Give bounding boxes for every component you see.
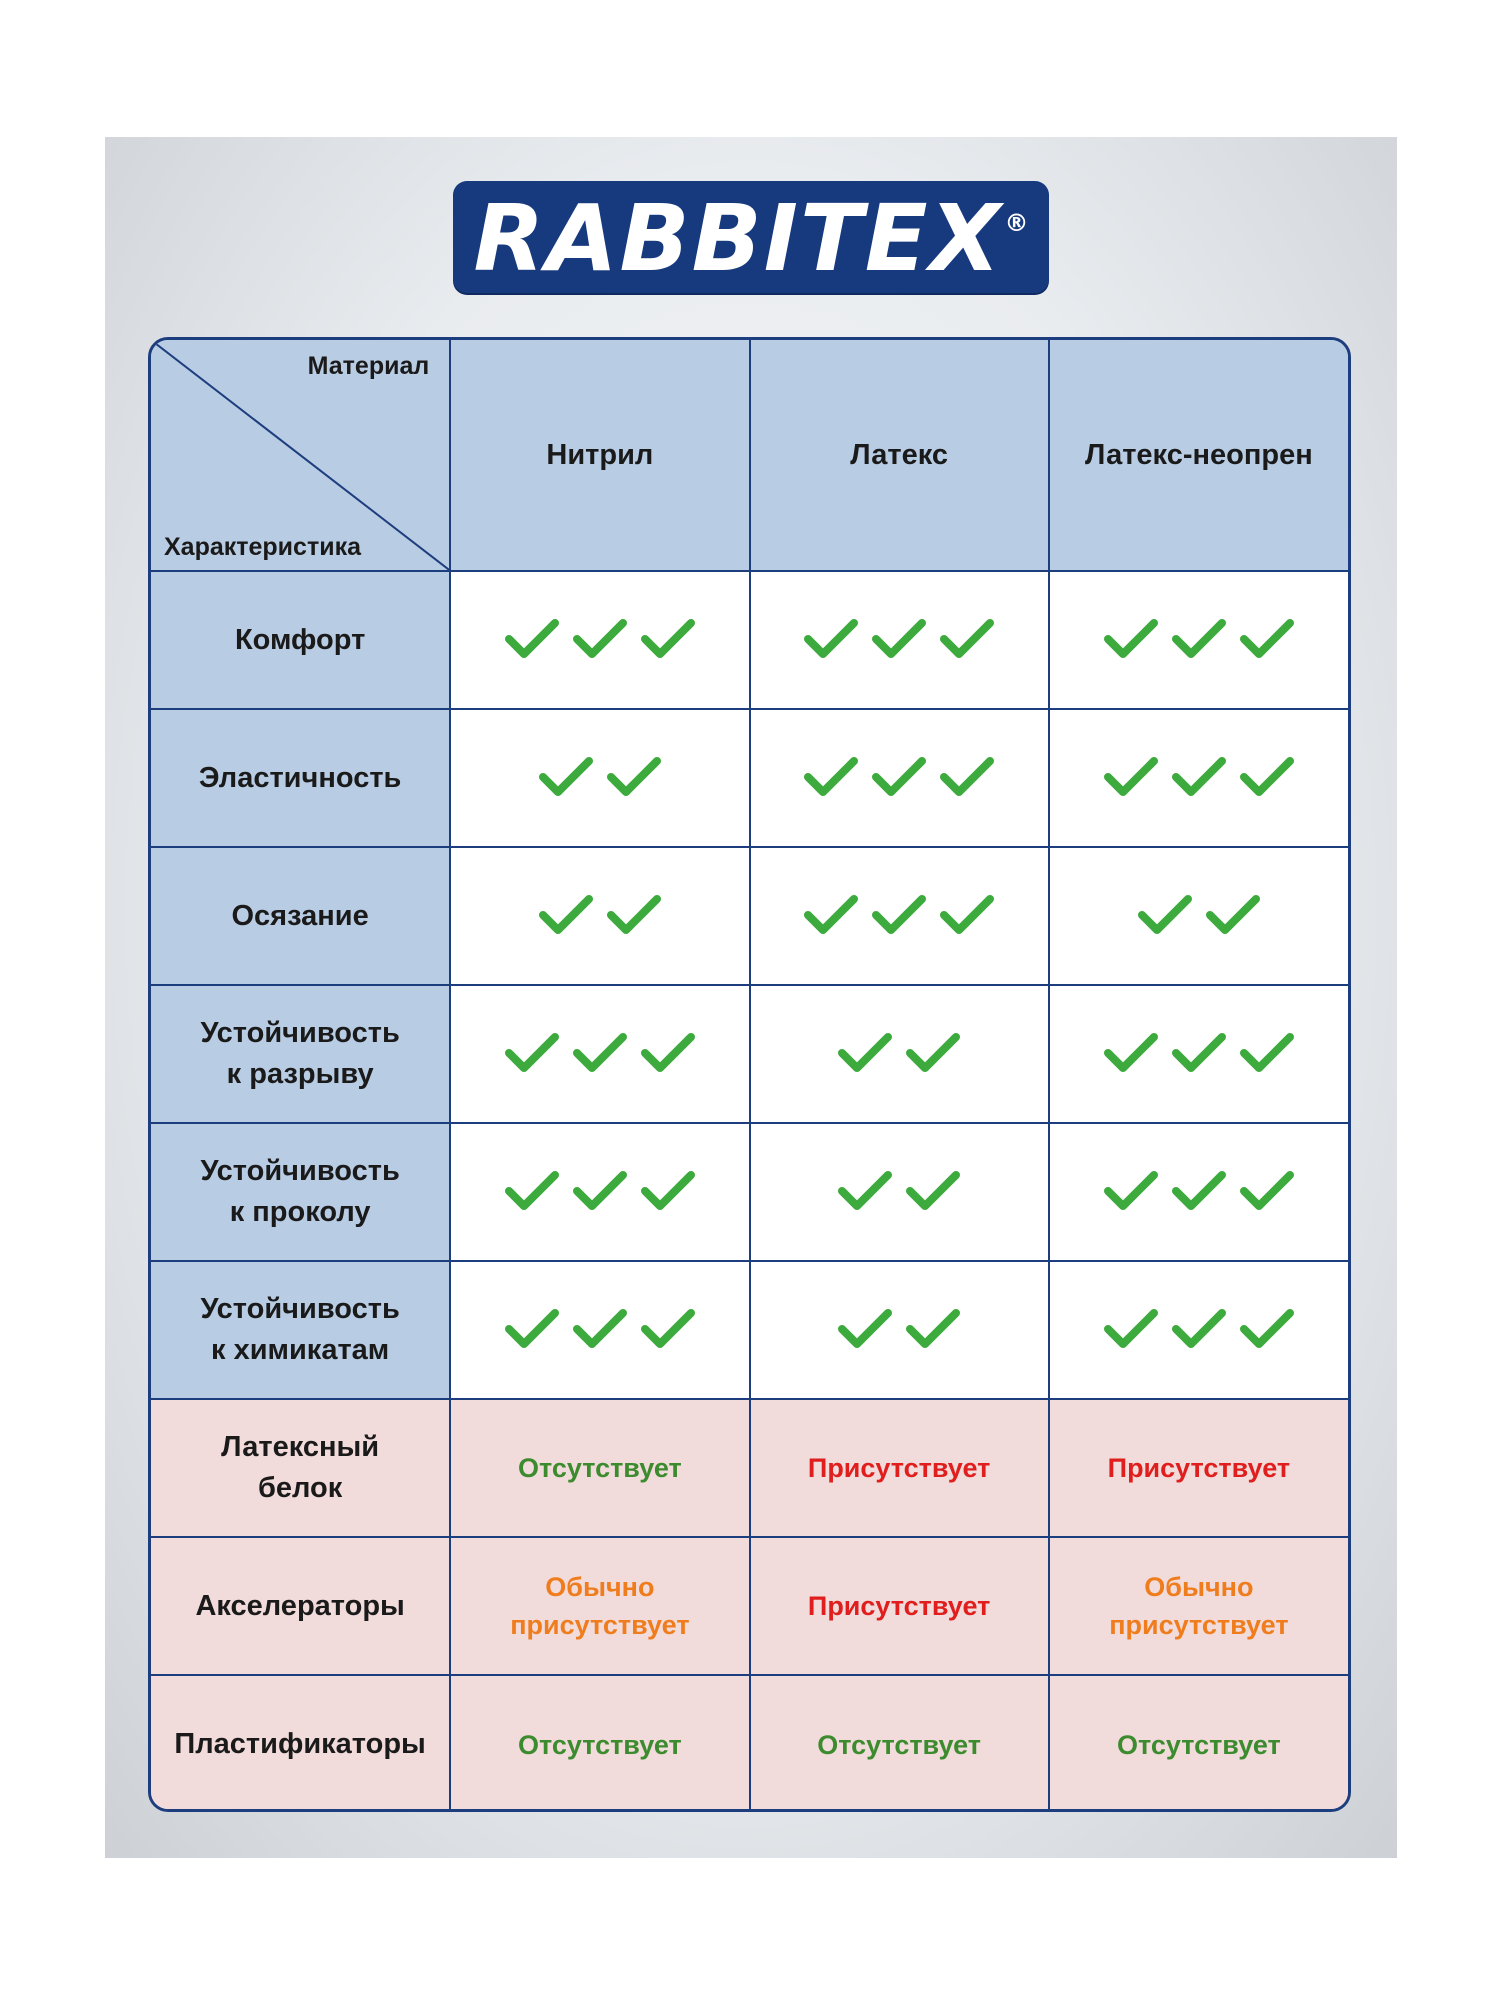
rating-cell [1049,985,1348,1123]
status-cell [750,1537,1049,1675]
rating-row [151,847,1348,985]
rating-cell [750,1261,1049,1399]
check-icon [1238,1167,1296,1213]
check-icon [1102,1305,1160,1351]
status-cell [750,1675,1049,1812]
status-cell [1049,1537,1348,1675]
corner-label-characteristic: Характеристика [164,533,361,561]
check-group [1136,891,1262,937]
check-icon [1170,753,1228,799]
column-header-latex: Латекс [750,340,1049,571]
check-icon [836,1305,894,1351]
status-text: Отсутствует [1116,1729,1281,1760]
rating-cell [450,985,749,1123]
check-group [1102,1167,1296,1213]
check-icon [571,615,629,661]
check-icon [503,615,561,661]
row-label: Пластификаторы [151,1675,450,1812]
row-label: Устойчивость к химикатам [151,1261,450,1399]
row-label: Эластичность [151,709,450,847]
status-text: Отсутствует [517,1729,682,1760]
check-group [503,615,697,661]
check-group [503,1305,697,1351]
check-icon [1170,1167,1228,1213]
rating-row [151,1261,1348,1399]
row-label: Латексный белок [151,1399,450,1537]
check-icon [1170,615,1228,661]
corner-cell [151,340,450,571]
check-icon [1238,1029,1296,1075]
rating-cell [1049,709,1348,847]
check-icon [503,1167,561,1213]
check-icon [938,753,996,799]
status-row [151,1537,1348,1675]
rating-cell [750,1123,1049,1261]
rating-cell [1049,847,1348,985]
status-text: Отсутствует [517,1453,682,1483]
check-icon [1170,1029,1228,1075]
status-cell [450,1537,749,1675]
rating-row [151,709,1348,847]
check-icon [904,1167,962,1213]
check-icon [836,1029,894,1075]
check-icon [802,753,860,799]
rating-row [151,1123,1348,1261]
status-cell [450,1399,749,1537]
check-group [836,1029,962,1075]
row-label: Осязание [151,847,450,985]
check-icon [605,891,663,937]
row-label: Устойчивость к проколу [151,1123,450,1261]
check-group [503,1029,697,1075]
status-cell [750,1399,1049,1537]
check-icon [605,753,663,799]
check-group [802,615,996,661]
check-group [1102,1305,1296,1351]
rating-cell [450,1261,749,1399]
check-group [836,1305,962,1351]
check-icon [1102,1029,1160,1075]
check-icon [870,615,928,661]
check-group [1102,615,1296,661]
corner-label-material: Материал [307,352,430,380]
check-icon [802,615,860,661]
check-icon [571,1305,629,1351]
row-label: Устойчивость к разрыву [151,985,450,1123]
check-group [802,753,996,799]
check-icon [836,1167,894,1213]
check-group [537,753,663,799]
check-icon [571,1167,629,1213]
brand-name: RABBITEX [473,185,1003,292]
check-icon [639,1305,697,1351]
check-group [836,1167,962,1213]
check-icon [1102,1167,1160,1213]
column-header-nitrile: Нитрил [450,340,749,571]
status-text: Отсутствует [817,1729,982,1760]
check-icon [870,753,928,799]
check-icon [802,891,860,937]
rating-row [151,985,1348,1123]
rating-cell [1049,1261,1348,1399]
status-cell [450,1675,749,1812]
brand-logo [453,181,1049,293]
rating-row [151,571,1348,709]
check-group [537,891,663,937]
comparison-table [148,337,1351,1812]
check-group [1102,753,1296,799]
status-row [151,1675,1348,1812]
rating-cell [750,709,1049,847]
check-icon [1238,615,1296,661]
check-icon [639,1167,697,1213]
check-group [802,891,996,937]
rating-cell [1049,571,1348,709]
check-icon [1102,753,1160,799]
rating-cell [450,709,749,847]
check-icon [904,1029,962,1075]
status-row [151,1399,1348,1537]
check-icon [1102,615,1160,661]
rating-cell [750,985,1049,1123]
check-icon [1170,1305,1228,1351]
status-cell [1049,1399,1348,1537]
check-icon [639,615,697,661]
rating-cell [450,847,749,985]
status-text: Обычно присутствует [1109,1572,1289,1640]
status-text: Присутствует [807,1591,991,1621]
rating-cell [450,571,749,709]
status-cell [1049,1675,1348,1812]
check-icon [938,615,996,661]
check-icon [1238,753,1296,799]
check-icon [904,1305,962,1351]
check-icon [870,891,928,937]
check-icon [503,1029,561,1075]
row-label: Акселераторы [151,1537,450,1675]
column-header-latex-neoprene: Латекс-неопрен [1049,340,1348,571]
rating-cell [450,1123,749,1261]
check-icon [1136,891,1194,937]
row-label: Комфорт [151,571,450,709]
check-group [503,1167,697,1213]
check-icon [537,891,595,937]
check-group [1102,1029,1296,1075]
status-text: Обычно присутствует [510,1572,690,1640]
check-icon [639,1029,697,1075]
check-icon [537,753,595,799]
status-text: Присутствует [807,1453,991,1483]
status-text: Присутствует [1107,1453,1291,1483]
check-icon [1238,1305,1296,1351]
rating-cell [1049,1123,1348,1261]
check-icon [503,1305,561,1351]
rating-cell [750,847,1049,985]
check-icon [1204,891,1262,937]
check-icon [938,891,996,937]
registered-mark: ® [1004,209,1029,237]
rating-cell [750,571,1049,709]
check-icon [571,1029,629,1075]
header-row [151,340,1348,571]
